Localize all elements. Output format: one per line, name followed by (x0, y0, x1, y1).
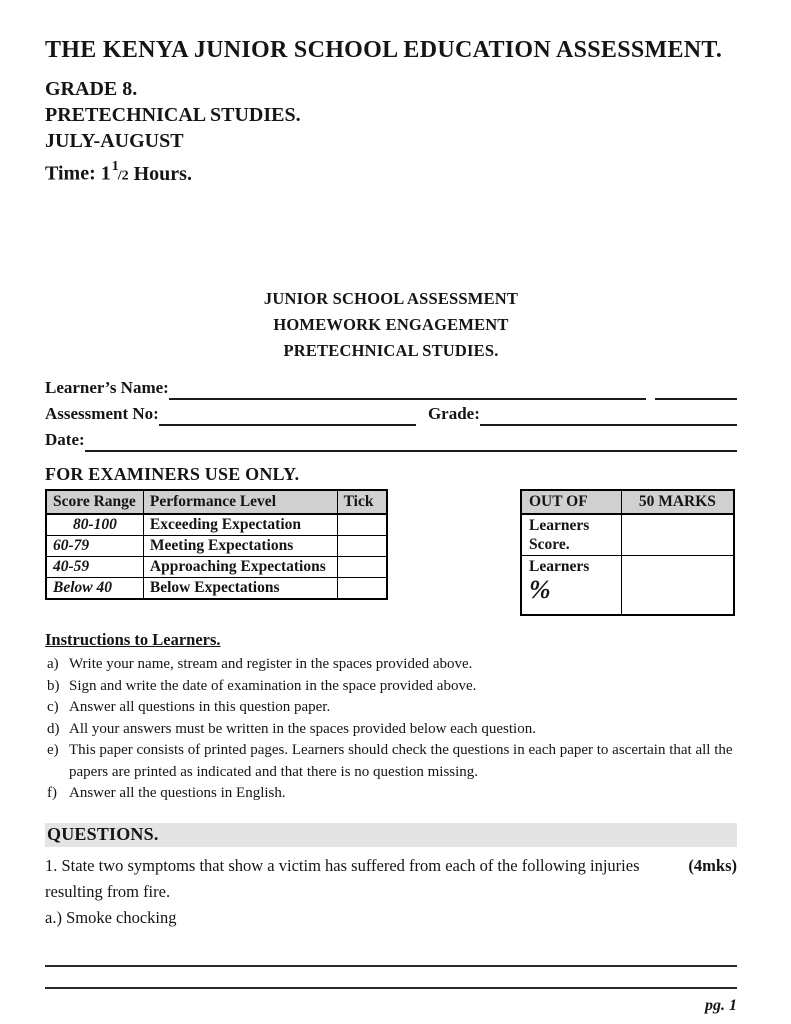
learner-details-fields (45, 374, 737, 452)
assessment-subtitle (45, 286, 737, 364)
time-fraction-numerator: 1 (111, 159, 119, 174)
question-1a-label: a.) Smoke chocking (45, 907, 177, 927)
time-prefix: Time: 1 (45, 162, 111, 185)
instruction-item (45, 697, 737, 719)
learners-percent-label: Learners % (521, 555, 621, 615)
grading-row (46, 577, 387, 599)
time-line (45, 154, 737, 192)
tick-cell (337, 556, 387, 577)
instruction-letter: b) (47, 677, 60, 694)
percent-symbol: % (529, 574, 551, 604)
learners-percent-row (521, 555, 734, 615)
assessment-no-label: Assessment No: (45, 403, 159, 423)
grade-field-label: Grade: (427, 403, 480, 423)
time-fraction-denominator: /2 (117, 168, 129, 184)
examiners-heading: FOR EXAMINERS USE ONLY. (45, 463, 300, 484)
subject-line: PRETECHNICAL STUDIES. (45, 104, 301, 126)
assessment-no-row (45, 400, 737, 426)
subtitle-line-2: HOMEWORK ENGAGEMENT (273, 314, 509, 334)
time-suffix: Hours. (133, 162, 192, 185)
term-line: JULY-AUGUST (45, 130, 184, 152)
grading-table (45, 489, 388, 600)
question-1-text: 1. State two symptoms that show a victim has suffered from each of the following injuries resulting from fire. (45, 855, 640, 901)
instruction-item (45, 740, 737, 783)
grading-row (46, 556, 387, 577)
instruction-text: Answer all questions in this question paper. (69, 699, 331, 716)
learners-score-cell (621, 514, 734, 556)
answer-blank-line (45, 967, 737, 989)
score-range-cell: 40-59 (46, 556, 143, 577)
instruction-item (45, 783, 737, 805)
instruction-item (45, 719, 737, 741)
learners-percent-cell (621, 555, 734, 615)
score-range-cell: Below 40 (46, 577, 143, 599)
date-row (45, 426, 737, 452)
grade-blank (480, 408, 737, 426)
performance-level-header: Performance Level (143, 490, 337, 514)
grade-line: GRADE 8. (45, 78, 138, 100)
grading-row (46, 535, 387, 556)
date-blank (85, 434, 737, 452)
instruction-letter: f) (47, 785, 57, 802)
marks-table (520, 489, 735, 617)
instruction-letter: c) (47, 699, 59, 716)
instruction-text: This paper consists of printed pages. Learners should check the questions in each paper to ascertain that all the papers are printed as indicated and that there is no question missing. (69, 742, 733, 780)
learners-score-label: Learners Score. (521, 514, 621, 556)
grading-row (46, 514, 387, 536)
performance-level-cell: Below Expectations (143, 577, 337, 599)
learner-name-label: Learner’s Name: (45, 377, 169, 397)
answer-area (45, 945, 737, 989)
instruction-text: Answer all the questions in English. (69, 785, 286, 802)
out-of-header: OUT OF (521, 490, 621, 514)
subtitle-line-3: PRETECHNICAL STUDIES. (283, 340, 499, 360)
question-1-marks: (4mks) (688, 855, 737, 875)
exam-title: THE KENYA JUNIOR SCHOOL EDUCATION ASSESSMENT. (45, 37, 723, 63)
instruction-item (45, 654, 737, 676)
total-marks-header: 50 MARKS (621, 490, 734, 514)
performance-level-cell: Approaching Expectations (143, 556, 337, 577)
tick-header: Tick (337, 490, 387, 514)
instruction-letter: e) (47, 742, 59, 759)
tick-cell (337, 514, 387, 536)
assessment-no-blank (159, 408, 416, 426)
page-number: pg. 1 (705, 996, 737, 1014)
instructions-section (45, 630, 737, 805)
answer-blank-line (45, 945, 737, 967)
instruction-text: Write your name, stream and register in the spaces provided above. (69, 656, 473, 673)
grading-table-header-row (46, 490, 387, 514)
score-range-cell: 60-79 (46, 535, 143, 556)
performance-level-cell: Exceeding Expectation (143, 514, 337, 536)
learner-name-blank (169, 382, 646, 400)
score-range-header: Score Range (46, 490, 143, 514)
score-range-cell: 80-100 (46, 514, 143, 536)
instruction-text: All your answers must be written in the spaces provided below each question. (69, 720, 536, 737)
date-label: Date: (45, 429, 85, 449)
examiner-tables (45, 489, 737, 617)
marks-table-header-row (521, 490, 734, 514)
performance-level-cell: Meeting Expectations (143, 535, 337, 556)
instructions-heading: Instructions to Learners. (45, 630, 221, 650)
questions-heading: QUESTIONS. (45, 823, 737, 847)
instruction-letter: a) (47, 656, 59, 673)
instruction-letter: d) (47, 720, 60, 737)
subtitle-line-1: JUNIOR SCHOOL ASSESSMENT (263, 288, 519, 308)
instruction-text: Sign and write the date of examination in the space provided above. (69, 677, 477, 694)
learner-name-blank-extra (655, 382, 737, 400)
instruction-item (45, 676, 737, 698)
tick-cell (337, 535, 387, 556)
learner-name-row (45, 374, 737, 400)
learners-score-row (521, 514, 734, 556)
question-1 (45, 853, 737, 905)
tick-cell (337, 577, 387, 599)
